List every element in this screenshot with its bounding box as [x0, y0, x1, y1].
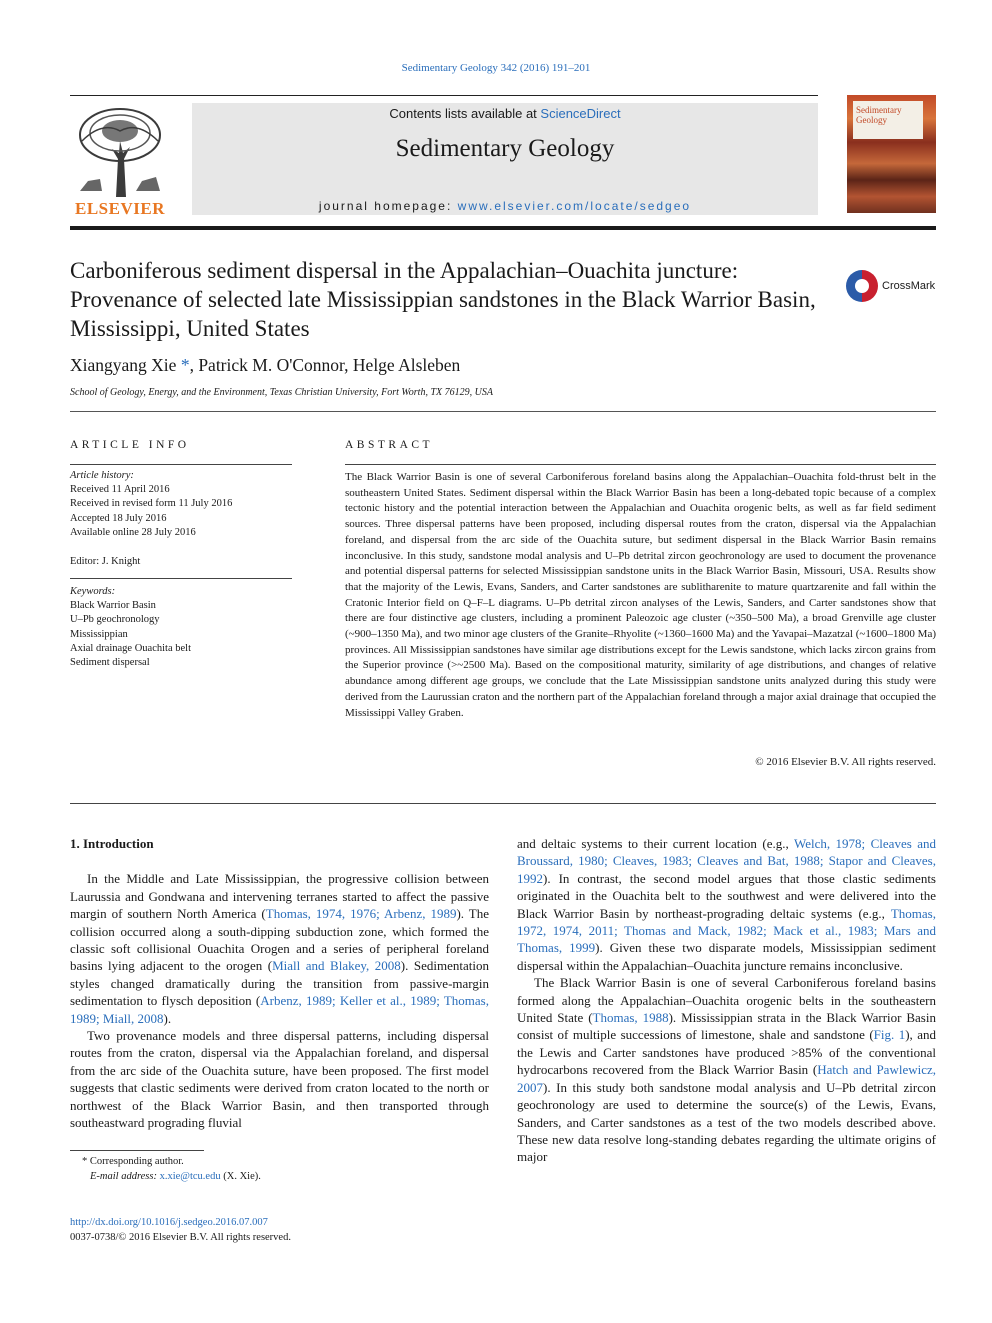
keyword-item: Mississippian: [70, 628, 128, 640]
text-run: ). Mississippian strata in the Black Warrior Basin consist of multiple successions of limestone, shale and sandstone (: [517, 1010, 936, 1043]
article-title: Carboniferous sediment dispersal in the Appalachian–Ouachita juncture: Provenance of selected late Mississippian sandstones in the Black Warrior Basin, Mississippi, United States: [70, 258, 816, 341]
intro-paragraph-3: [517, 974, 936, 1165]
homepage-prefix: journal homepage:: [318, 199, 458, 213]
contents-prefix: Contents lists available at: [389, 106, 541, 121]
keyword-item: Axial drainage Ouachita belt: [70, 642, 191, 654]
history-label: Article history:: [70, 470, 134, 481]
editor-line: Editor: J. Knight: [70, 556, 141, 567]
text-run: The Black Warrior Basin is one of several Carboniferous foreland basins formed along the Appalachian–Ouachita orogenic belts in the southeastern United State (: [517, 975, 936, 1026]
article-history: [70, 469, 292, 540]
text-run: ). In this study both sandstone modal analysis and U–Pb detrital zircon geochronology are used to determine the source(s) of the Lewis, Evans, Sanders, and Carter sandstones as a test of the two models described above. These new data resolve long-standing debates regarding the ultimate origins of major: [517, 1079, 936, 1165]
body-column-right: [517, 835, 936, 1166]
crossmark-label: CrossMark: [882, 280, 936, 292]
elsevier-wordmark: ELSEVIER: [75, 199, 165, 218]
journal-citation[interactable]: Sedimentary Geology 342 (2016) 191–201: [401, 62, 591, 74]
footnote-mark: *: [82, 1156, 88, 1167]
history-revised: Received in revised form 11 July 2016: [70, 498, 233, 510]
other-authors: , Patrick M. O'Connor, Helge Alsleben: [189, 355, 461, 375]
figure-link[interactable]: Fig. 1: [873, 1027, 906, 1043]
cover-label: [853, 101, 923, 139]
abstract-text: The Black Warrior Basin is one of several Carboniferous foreland basins along the Appalachian–Ouachita fold-thrust belt in the southeastern United States. Sediment dispersal within the Black Warrior Basin has been a long-debated topic because of a complex tectonic history and the potential interaction between the Appalachian and Ouachita orogenic belts, as well as far field sediment sources. Three dispersal patterns have been proposed, including dispersal routes from the craton, dispersal via the Appalachian foreland, and dispersal from the arc side of the Ouachita suture, but sediment dispersal in the Black Warrior Basin remains inconclusive. In this study, sandstone modal analysis and U–Pb detrital zircon geochronology are used to document the provenance and potential dispersal patterns for selected Mississippian sandstone units in the Black Warrior Basin, Missouri, USA. Results show that the majority of the Lewis, Evans, Sanders, and Carter sandstones are sublitharenite to mature quartzarenite and fall within the Cratonic Interior field on Q–F–L diagrams. U–Pb detrital zircon analyses of the Lewis, Sanders, and Carter sandstones show that there are four distinctive age clusters, including a prominent Paleozoic age cluster (~350–500 Ma), a broad Grenville age cluster (~900–1350 Ma), and two minor age clusters of the Granite–Rhyolite (~1360–1600 Ma) and the Yavapai–Mazatzal (~1600–1800 Ma) provinces. All Mississippian sandstones have similar age distributions except for the Lewis sandstone, which lacks zircon grains from the Superior province (>~2500 Ma). Based on the compositional maturity, similarity of age distributions, and changes of relative abundance among different age groups, we conclude that the Late Mississippian sandstone units analyzed during this study were derived from the Laurussian craton and the northern part of the Appalachian foreland through a major axial drainage that occupied the Mississippi Valley Graben.: [345, 471, 936, 719]
corresponding-author-mark[interactable]: *: [176, 355, 190, 375]
keywords-rule: [70, 578, 292, 579]
keyword-item: Black Warrior Basin: [70, 600, 156, 612]
abstract-copyright: © 2016 Elsevier B.V. All rights reserved.: [755, 756, 936, 768]
sciencedirect-link[interactable]: ScienceDirect: [540, 106, 621, 121]
keywords-label: Keywords:: [70, 586, 116, 597]
citation-link[interactable]: Arbenz, 1989; Keller et al., 1989; Thomas, 1989; Miall, 2008: [70, 993, 489, 1026]
doi-link[interactable]: http://dx.doi.org/10.1016/j.sedgeo.2016.07.007: [70, 1217, 268, 1228]
journal-cover-image: [847, 95, 936, 213]
email-note: [70, 1169, 261, 1184]
crossmark-icon: [846, 270, 878, 302]
keywords-block: [70, 585, 292, 670]
section-heading-introduction: 1. Introduction: [70, 836, 154, 851]
citation-link[interactable]: Miall and Blakey, 2008: [272, 958, 401, 974]
affiliation: School of Geology, Energy, and the Environment, Texas Christian University, Fort Worth, TX 76129, USA: [70, 387, 493, 398]
citation-link[interactable]: Welch, 1978; Cleaves and Broussard, 1980; Cleaves, 1983; Cleaves and Bat, 1988; Stapor and Cleaves, 1992: [517, 836, 936, 886]
header-divider: [70, 226, 936, 230]
email-link[interactable]: x.xie@tcu.edu: [159, 1171, 221, 1182]
intro-paragraph-1: [70, 870, 489, 1027]
intro-paragraph-2-continued: [517, 835, 936, 974]
affiliation-divider: [70, 411, 936, 412]
text-run: ). Sedimentation styles changed dramatically during the transition from passive-margin sedimentation to flysch deposition (: [70, 958, 489, 1009]
citation-link[interactable]: Thomas, 1974, 1976; Arbenz, 1989: [265, 906, 457, 922]
homepage-link[interactable]: www.elsevier.com/locate/sedgeo: [457, 199, 692, 213]
email-suffix: (X. Xie).: [220, 1171, 261, 1182]
journal-header: [70, 95, 936, 231]
crossmark-badge[interactable]: [846, 268, 946, 308]
author-xie: Xiangyang Xie: [70, 355, 177, 375]
abstract-heading: ABSTRACT: [345, 439, 434, 451]
text-run: In the Middle and Late Mississippian, the progressive collision between Laurussia and Gondwana and intervening terranes started to affect the passive margin of southern North America (: [70, 871, 489, 922]
citation-link[interactable]: Hatch and Pawlewicz, 2007: [517, 1062, 936, 1095]
elsevier-logo: [70, 99, 170, 217]
text-run: ). In contrast, the second model argues that those clastic sediments originated in the Ouachita belt to the southwest and were delivered into the Black Warrior Basin by northeast-prograding deltaic systems (e.g.,: [517, 870, 936, 921]
intro-paragraph-2: Two provenance models and three dispersal patterns, including dispersal routes from the craton, dispersal via the Appalachian foreland, and dispersal from the arc side of the Ouachita suture, have been proposed. The first model suggests that clastic sediments were derived from craton located to the north or northwest of the Black Warrior Basin, and then transported through southeastward prograding fluvial: [70, 1028, 489, 1131]
footnote-rule: [70, 1150, 204, 1151]
history-online: Available online 28 July 2016: [70, 526, 196, 538]
header-rule: [70, 95, 818, 96]
article-info-heading: ARTICLE INFO: [70, 439, 190, 451]
keyword-item: Sediment dispersal: [70, 657, 150, 669]
body-divider: [70, 803, 936, 804]
article-info-rule: [70, 464, 292, 465]
citation-link[interactable]: Thomas, 1988: [592, 1010, 669, 1026]
text-run: ). The collision occurred along a south-dipping subduction zone, which formed the classic soft collisional Ouachita Orogen and a series of peripheral foreland basins lying adjacent to the orogen (: [70, 906, 489, 974]
keyword-item: U–Pb geochronology: [70, 614, 160, 626]
text-run: ).: [163, 1010, 172, 1026]
footnote-corresponding: Corresponding author.: [89, 1156, 184, 1167]
text-run: and deltaic systems to their current location (e.g.,: [517, 836, 794, 851]
text-run: ), and the Lewis and Carter sandstones have produced >85% of the conventional hydrocarbons recovered from the Black Warrior Basin (: [517, 1027, 936, 1078]
cover-title: Sedimentary Geology: [856, 105, 902, 125]
contents-availability: [192, 106, 818, 121]
text-run: ). Given these two disparate models, Mississippian sediment dispersal within the Appalachian–Ouachita juncture remains inconclusive.: [517, 940, 936, 973]
history-received: Received 11 April 2016: [70, 484, 170, 496]
email-label: E-mail address:: [90, 1171, 160, 1182]
journal-homepage: [192, 199, 818, 213]
corresponding-author-note: [70, 1154, 261, 1169]
author-list: [70, 355, 460, 376]
footnote: [70, 1154, 261, 1184]
history-accepted: Accepted 18 July 2016: [70, 512, 167, 524]
journal-banner: [192, 103, 818, 215]
citation-link[interactable]: Thomas, 1972, 1974, 2011; Thomas and Mack, 1982; Mack et al., 1983; Mars and Thomas, 1999: [517, 905, 936, 956]
journal-name: Sedimentary Geology: [395, 135, 615, 162]
body-column-left: [70, 835, 489, 1132]
doi-block: [70, 1215, 291, 1245]
elsevier-tree-icon: [72, 101, 168, 197]
abstract-rule: [345, 464, 936, 465]
issn-line: 0037-0738/© 2016 Elsevier B.V. All rights reserved.: [70, 1232, 291, 1243]
